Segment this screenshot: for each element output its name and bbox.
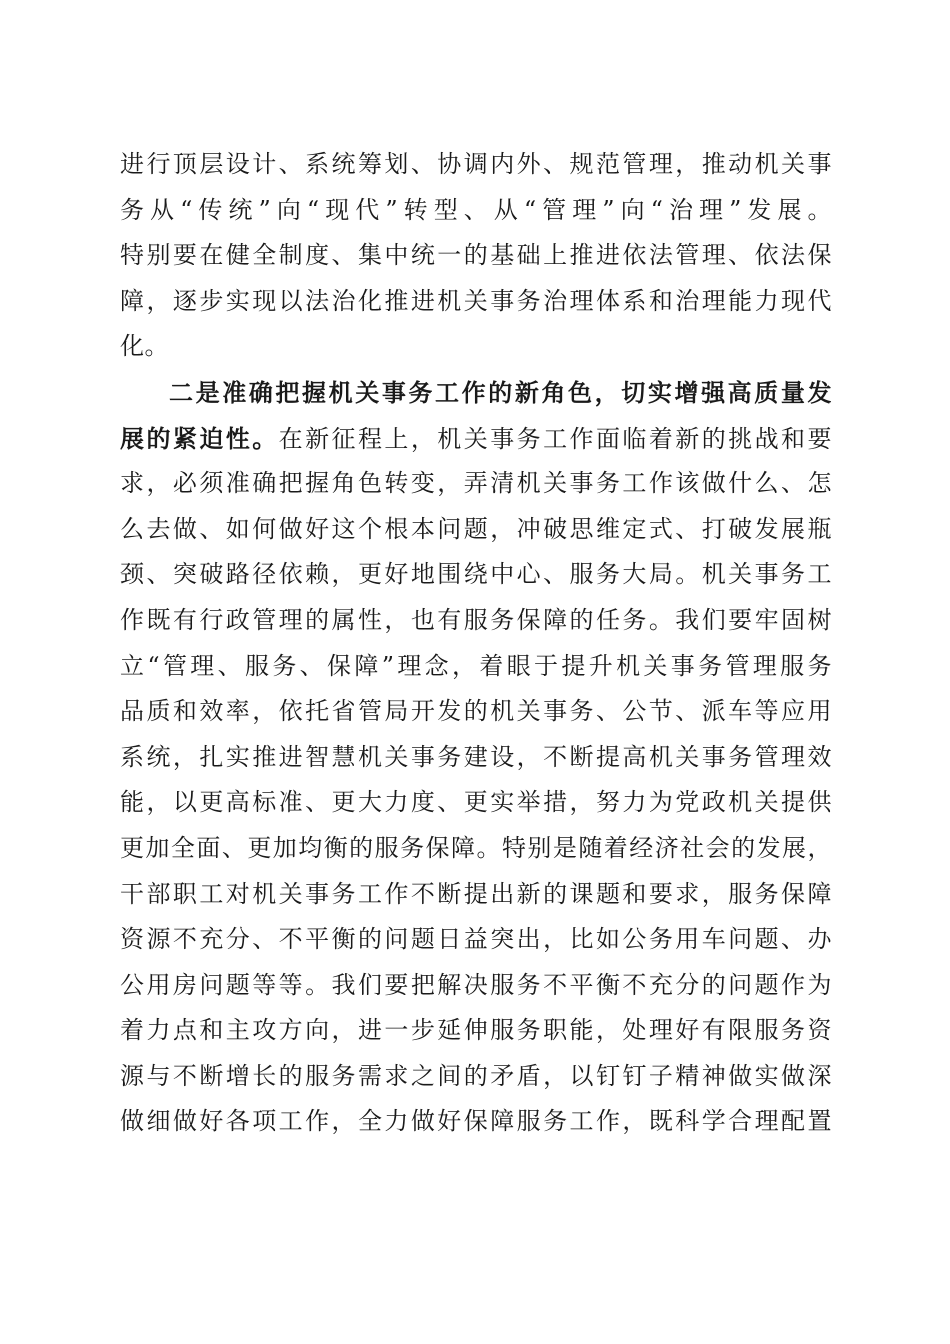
paragraph-2-line-13: 资源不充分、不平衡的问题日益突出，比如公务用车问题、办 — [120, 925, 832, 954]
paragraph-1 — [120, 142, 832, 370]
paragraph-1-line-1: 进行顶层设计、系统筹划、协调内外、规范管理，推动机关事 — [120, 150, 832, 178]
paragraph-2 — [120, 370, 832, 1145]
document-body — [120, 142, 832, 1145]
paragraph-2-line-10: 能，以更高标准、更大力度、更实举措，努力为党政机关提供 — [120, 788, 832, 817]
paragraph-2-heading-line-1: 二是准确把握机关事务工作的新角色，切实增强高质量发 — [169, 377, 832, 407]
paragraph-1-line-4: 障，逐步实现以法治化推进机关事务治理体系和治理能力现代 — [120, 286, 832, 315]
paragraph-2-line-6: 作既有行政管理的属性，也有服务保障的任务。我们要牢固树 — [120, 605, 832, 634]
paragraph-2-line-5: 颈、突破路径依赖，更好地围绕中心、服务大局。机关事务工 — [120, 560, 832, 589]
paragraph-2-line-2 — [120, 416, 832, 462]
paragraph-1-line-2: 务从“传统”向“现代”转型、从“管理”向“治理”发展。 — [120, 195, 832, 224]
paragraph-2-line-7: 立“管理、服务、保障”理念，着眼于提升机关事务管理服务 — [120, 651, 832, 680]
paragraph-2-heading-line-2: 展的紧迫性。 — [120, 423, 279, 453]
paragraph-2-line-16: 源与不断增长的服务需求之间的矛盾，以钉钉子精神做实做深 — [120, 1061, 832, 1090]
paragraph-2-line-11: 更加全面、更加均衡的服务保障。特别是随着经济社会的发展， — [120, 833, 832, 862]
paragraph-2-line-12: 干部职工对机关事务工作不断提出新的课题和要求，服务保障 — [120, 879, 832, 908]
paragraph-2-line-17: 做细做好各项工作，全力做好保障服务工作，既科学合理配置 — [120, 1107, 832, 1136]
paragraph-1-line-5: 化。 — [120, 332, 169, 361]
paragraph-2-line-4: 么去做、如何做好这个根本问题，冲破思维定式、打破发展瓶 — [120, 514, 832, 543]
paragraph-2-line-3: 求，必须准确把握角色转变，弄清机关事务工作该做什么、怎 — [120, 469, 832, 498]
paragraph-2-line-2-rest: 在新征程上，机关事务工作面临着新的挑战和要 — [278, 424, 833, 453]
paragraph-2-line-9: 系统，扎实推进智慧机关事务建设，不断提高机关事务管理效 — [120, 742, 832, 771]
paragraph-2-line-14: 公用房问题等等。我们要把解决服务不平衡不充分的问题作为 — [120, 970, 832, 999]
paragraph-1-line-3: 特别要在健全制度、集中统一的基础上推进依法管理、依法保 — [120, 241, 832, 270]
paragraph-2-line-8: 品质和效率，依托省管局开发的机关事务、公节、派车等应用 — [120, 697, 832, 726]
paragraph-2-line-15: 着力点和主攻方向，进一步延伸服务职能，处理好有限服务资 — [120, 1016, 832, 1045]
